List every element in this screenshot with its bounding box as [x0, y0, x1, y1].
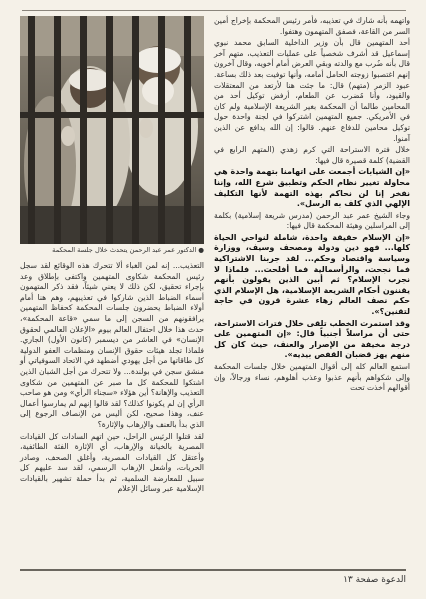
paragraph: أحد المتهمين قال بأن وزير الداخلية السابق محمد نبوي إسماعيل قد أشرف شخصياً على عمليات التعذيب، متهم آخر قال بأنه ضُرب مع والدته وبقي العرض أمام أخويه، وقال آخرون إنهم اغتصبوا زوجته الحامل أمامه، وأنها توفيت بعد ذلك بساعة. عبود الزمر (متهم) قال: ما جئت هنا لأرتعد من المعتقلات والقيود، وأنا مُضرب عن الطعام، أرفض توكيل أحد من المحامين طالما أن المحكمة بغير الشريعة الإسلامية ولم كان في الأمريكي. جميع المتهمين اشتركوا في لجنة واحدة حول توكيل محامين للدفاع عنهم. قالوا: إن الله يدافع عن الذين آمنوا. [214, 38, 410, 143]
photo-caption: ● الدكتور عمر عبد الرحمن يتحدث خلال جلسة المحكمة [52, 246, 204, 254]
page-footer [20, 569, 406, 591]
page-number-label: الدعوة صفحة ١٣ [343, 575, 406, 585]
paragraph: خلال فترة الاستراحة التي كرم زهدي (المتهم الرابع في القضية) كلمة قصيرة قال فيها: [214, 145, 410, 165]
quote-paragraph: «إن الإسلام حقيقة واحدة، شاملة لنواحي الحياة كلها... فهو دين ودولة ومصحف وسيف، ووزارة وسياسة واقتصاد وحكم... لقد جربنا الاشتراكية فما نجحت، والرأسمالية فما أفلحت... فلماذا لا نجرب الإسلام؟ ثم أبين الذين يقولون بأنهم يقننون أحكام الشريعة الإسلامية، هل الإسلام الذي حكم نصف العالم زهاء عشرة قرون في حاجة لتقنين؟». [214, 232, 410, 317]
defendants-behind-bars-image [20, 16, 204, 244]
left-text-column [20, 261, 204, 563]
paragraph: واتهمه بأنه شارك في تعذيبه، فأمر رئيس المحكمة بإخراج أمين السر من القاعة، فصفق المتهمون وهتفوا. [214, 16, 410, 36]
top-rule [22, 10, 406, 11]
paragraph: التعذيب... إنه لمن الغباء ألا تتحرك هذه الوقائع لقد سجل رئيس المحكمة شكاوى المتهمين واكتفى بإطلاق وعد بإجراء تحقيق، لكن ذلك لا يعني شيئاً، فقد ذكر المتهمون أسماء الضباط الذين شاركوا في تعذيبهم، وهم هنا أمام أولاء الضباط يحضرون جلسات المحكمة كحفاظ المتهمين يرافقونهم من السجن إلى ما سمي «قاعة المحكمة»، حدث هذا خلال احتفال العالم بيوم «الإعلان العالمي لحقوق الإنسان» في العاشر من ديسمبر (كانون الأول) الجاري. فلماذا تجلد هيئات حقوق الإنسان ومنظمات العفو الدولية كل طاقاتها من أجل يهودي أضطهد في الاتحاد السوفياتي أو منشق سجن في بولندة... ولا تتحرك من أجل الشبان الذين اشتكوا للمحكمة كل ما صبر عن المتهمين من شكاوى التعذيب والإهانة؟ أين هؤلاء «سجناء الرأي» ومن هو صاحب الرأي إن لم يكونوا كذلك؟ لقد قالوا إنهم لم يمارسوا أعمال عنف، وهذا صحيح، لكن أليس من الإنصاف الرجوع إلى الذي بدأ بالعنف والإرهاب والإثارة؟ [20, 261, 204, 429]
paragraph: وجاء الشيخ عمر عبد الرحمن (مدرس شريعة إسلامية) بكلمة إلى المراسلين وهيئة المحكمة قال فيها: [214, 210, 410, 231]
quote-paragraph: وقد استمرت الخطب تلقى خلال فترات الاستراحة، حتى أن مراسلاً أجنبياً قال: «إن المتهمين على درجة مخيفة من الإصرار والعنف، حيث كان كل منهم يهز قضبان القفص بيديه». [214, 318, 410, 360]
paragraph: لقد قتلوا الرئيس الراحل، حين اتهم السادات كل القيادات المصرية بالخيانة والإرهاب، أي الإثارة الفئة الطائفية، وأعتقل كل القيادات المصرية، وأغلق الصحف، وصادر الحريات، وأشعل الإرهاب الرسمي، لقد سد عليهم كل سبيل للمعارضة السلمية، ثم بدأ حملة تشهير بالقيادات الإسلامية عبر وسائل الإعلام [20, 431, 204, 494]
court-photo [20, 16, 204, 244]
right-text-column [214, 16, 410, 563]
quote-paragraph: «إن الشيابات أجمعت على اتهامنا بتهمة واحدة هي محاولة تغيير نظام الحكم وتطبيق شرع الله، وإننا نفخر إنا لن نحاكم بهذه التهمة لأنها التكليف الإلهي الذي كلف به الرسل». [214, 167, 410, 209]
paragraph: استمع العالم كله إلى أقوال المتهمين خلال جلسات المحكمة وإلى شكواهم بأنهم عذبوا وعذب أهلوهم، نساء ورجالاً، وإن أقوالهم أخذت تحت [214, 362, 410, 393]
